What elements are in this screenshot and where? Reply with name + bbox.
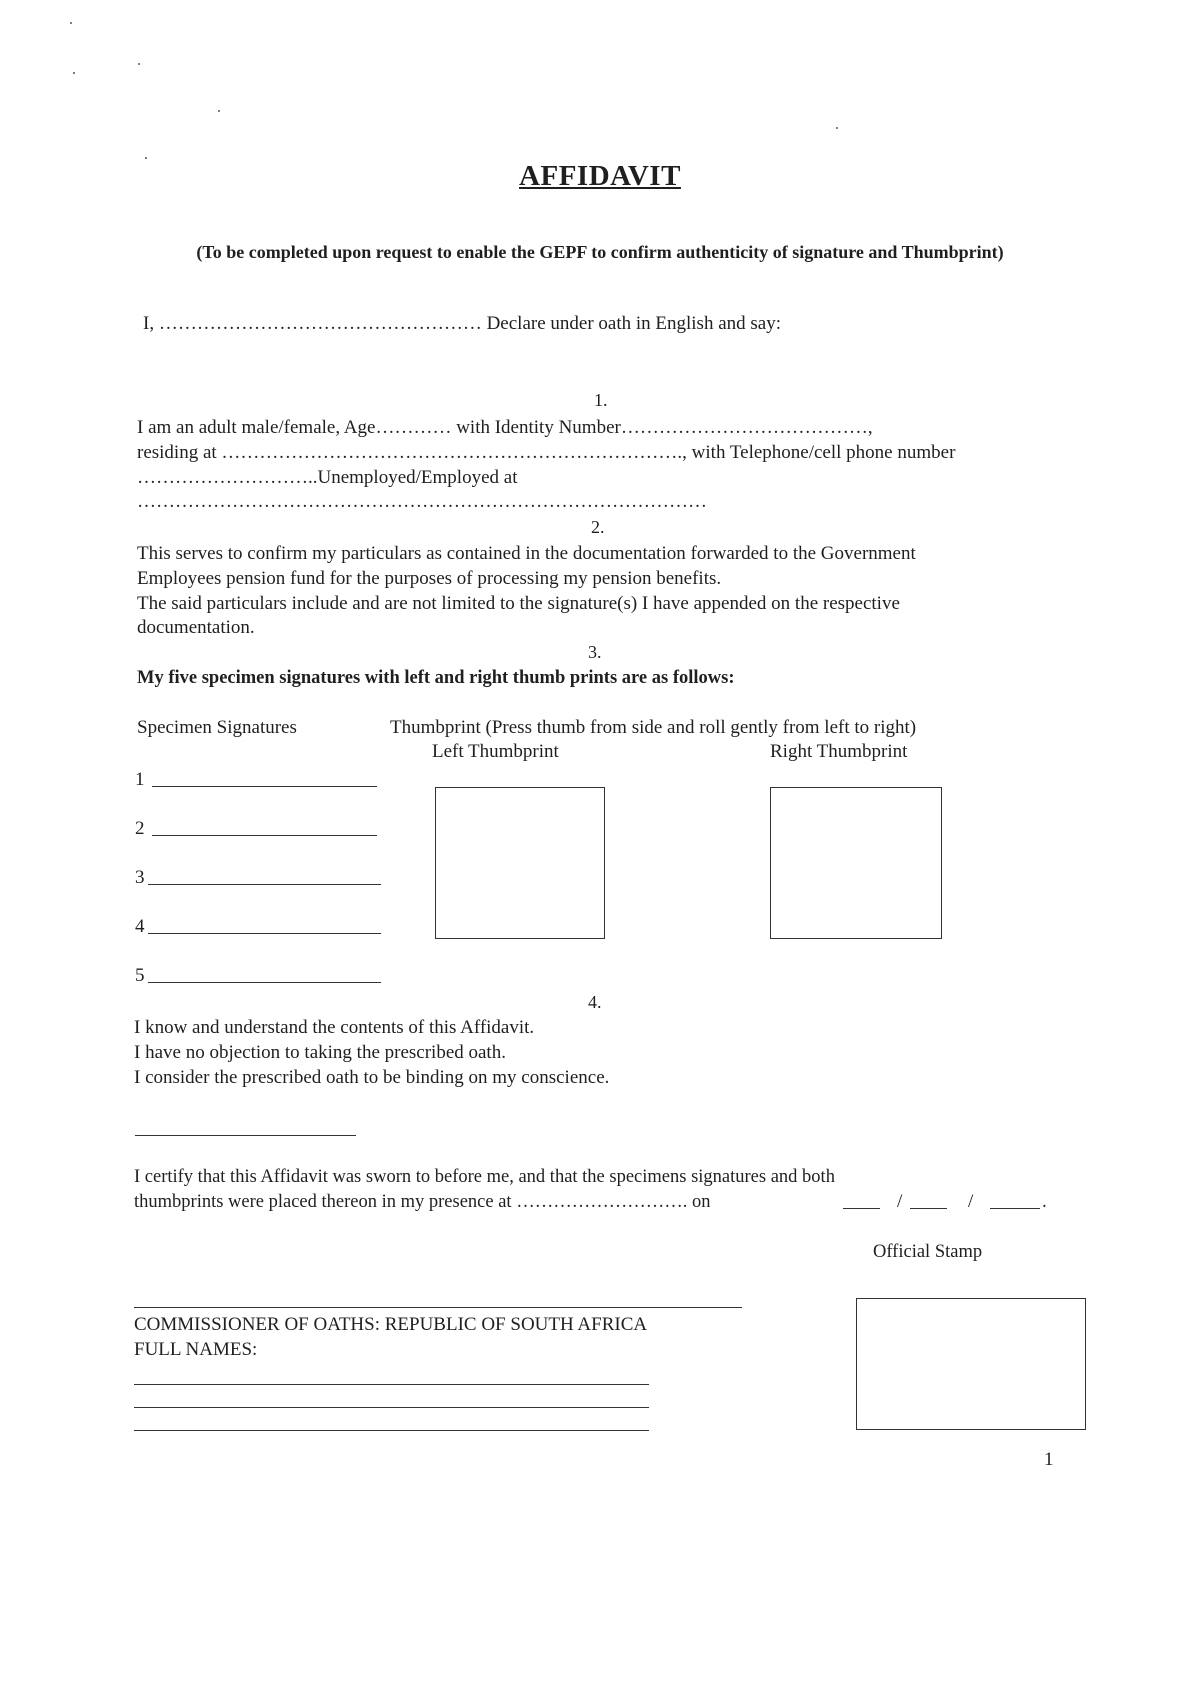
section-4-number: 4.: [588, 992, 602, 1012]
section-1-line-1[interactable]: I am an adult male/female, Age………… with Identity Number…………………………………,: [137, 417, 873, 438]
year-field[interactable]: [990, 1208, 1040, 1209]
day-field[interactable]: [843, 1208, 880, 1209]
section-3-heading: My five specimen signatures with left and right thumb prints are as follows:: [137, 668, 735, 688]
section-1-line-2[interactable]: residing at ………………………………………………………………., with Telephone/cell phone number: [137, 442, 956, 463]
commissioner-title: COMMISSIONER OF OATHS: REPUBLIC OF SOUTH AFRICA: [134, 1314, 648, 1335]
scan-speck: [218, 110, 220, 112]
left-thumbprint-label: Left Thumbprint: [432, 741, 559, 762]
full-names-line-1[interactable]: [134, 1384, 649, 1385]
signature-number-1: 1: [135, 769, 145, 790]
certification-line-1: I certify that this Affidavit was sworn to before me, and that the specimens signatures and both: [134, 1167, 835, 1187]
specimen-signature-line-2[interactable]: [152, 835, 377, 836]
deponent-signature-line[interactable]: [135, 1135, 356, 1136]
left-thumbprint-box[interactable]: [435, 787, 605, 939]
section-4-line-3: I consider the prescribed oath to be binding on my conscience.: [134, 1067, 610, 1088]
scan-speck: [836, 127, 838, 129]
certification-line-2-prefix: thumbprints were placed thereon in my presence at: [134, 1192, 512, 1212]
section-4-line-1: I know and understand the contents of this Affidavit.: [134, 1017, 535, 1038]
date-slash-2: /: [968, 1191, 974, 1212]
commissioner-signature-line[interactable]: [134, 1307, 742, 1308]
date-slash-1: /: [897, 1191, 903, 1212]
section-1-line-3[interactable]: ………………………..Unemployed/Employed at: [137, 467, 518, 488]
place-field[interactable]: ……………………….: [516, 1192, 688, 1212]
document-title: AFFIDAVIT: [519, 160, 681, 192]
section-3-number: 3.: [588, 642, 602, 662]
on-label: on: [691, 1192, 711, 1212]
document-subtitle: (To be completed upon request to enable the GEPF to confirm authenticity of signature and Thumbprint): [196, 242, 1004, 262]
section-2-number: 2.: [591, 517, 605, 537]
declaration-line: [143, 312, 781, 336]
page-number: 1: [1044, 1449, 1054, 1470]
declarant-name-field[interactable]: ……………………………………………: [158, 313, 482, 334]
specimen-signatures-label: Specimen Signatures: [137, 717, 297, 738]
official-stamp-label: Official Stamp: [873, 1242, 983, 1262]
section-2-line-3: The said particulars include and are not limited to the signature(s) I have appended on the respective: [137, 593, 900, 614]
specimen-signature-line-3[interactable]: [148, 884, 381, 885]
section-1-line-4[interactable]: ………………………………………………………………………………: [137, 491, 707, 512]
official-stamp-box[interactable]: [856, 1298, 1086, 1430]
thumbprint-instruction: Thumbprint (Press thumb from side and roll gently from left to right): [390, 717, 917, 738]
signature-number-4: 4: [135, 916, 145, 937]
declaration-prefix: I,: [143, 313, 155, 334]
right-thumbprint-label: Right Thumbprint: [770, 741, 908, 762]
specimen-signature-line-5[interactable]: [148, 982, 381, 983]
specimen-signature-line-1[interactable]: [152, 786, 377, 787]
month-field[interactable]: [910, 1208, 947, 1209]
signature-number-2: 2: [135, 818, 145, 839]
signature-number-5: 5: [135, 965, 145, 986]
scan-speck: [145, 157, 147, 159]
scan-speck: [73, 72, 75, 74]
scan-speck: [70, 22, 72, 24]
section-4-line-2: I have no objection to taking the prescribed oath.: [134, 1042, 506, 1063]
full-names-line-3[interactable]: [134, 1430, 649, 1431]
scan-speck: [138, 63, 140, 65]
full-names-line-2[interactable]: [134, 1407, 649, 1408]
full-names-label: FULL NAMES:: [134, 1339, 258, 1360]
section-2-line-1: This serves to confirm my particulars as contained in the documentation forwarded to the Government: [137, 543, 916, 564]
section-2-line-2: Employees pension fund for the purposes of processing my pension benefits.: [137, 568, 722, 589]
section-2-line-4: documentation.: [137, 617, 255, 638]
declaration-suffix: Declare under oath in English and say:: [486, 313, 781, 334]
signature-number-3: 3: [135, 867, 145, 888]
date-period: .: [1042, 1191, 1047, 1212]
section-1-number: 1.: [594, 390, 608, 410]
certification-line-2: [134, 1190, 710, 1214]
right-thumbprint-box[interactable]: [770, 787, 942, 939]
specimen-signature-line-4[interactable]: [148, 933, 381, 934]
